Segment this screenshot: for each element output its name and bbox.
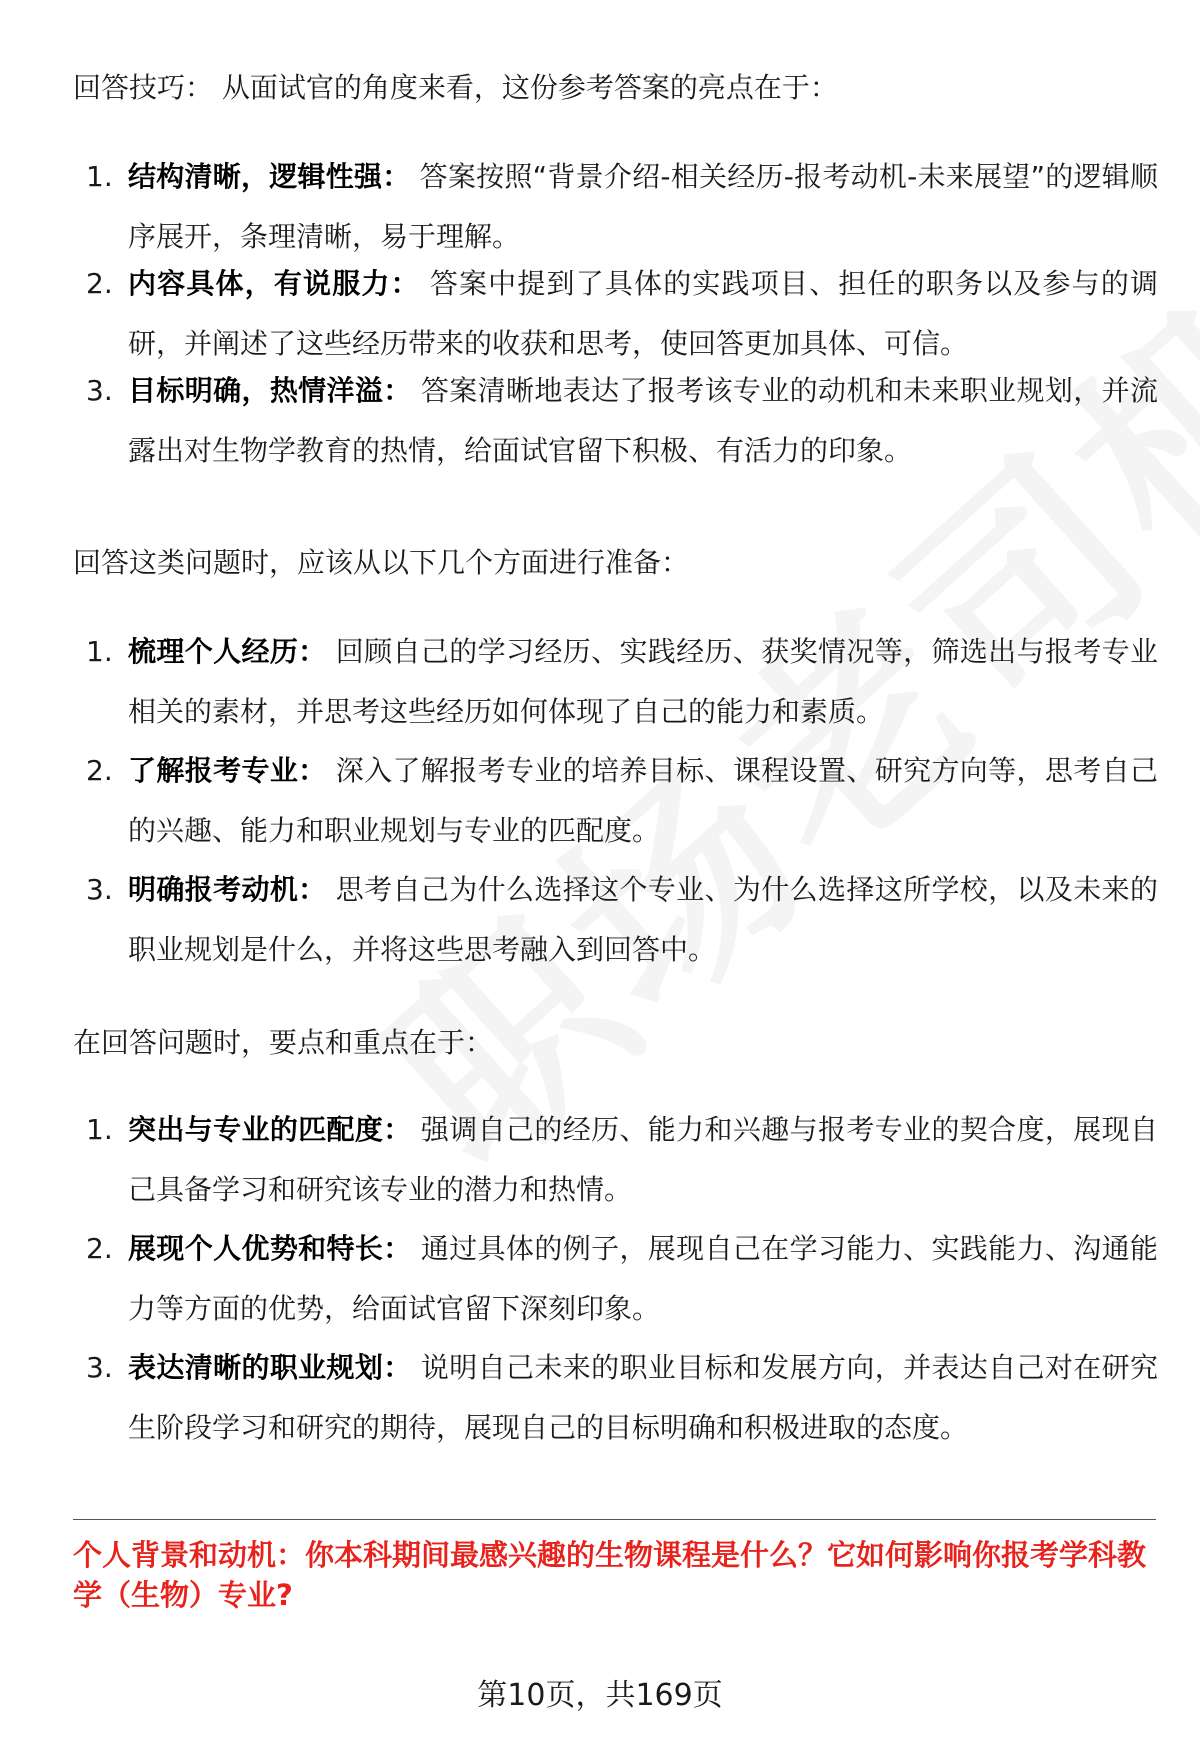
list-item-text: 通过具体的例子，展现自己在学习能力、实践能力、沟通能力等方面的优势，给面试官留下深刻印象。: [128, 1232, 1158, 1325]
list-item-number: 1.: [86, 635, 113, 668]
list-item-text: 思考自己为什么选择这个专业、为什么选择这所学校，以及未来的职业规划是什么，并将这些思考融入到回答中。: [128, 873, 1158, 966]
list-item-body: [128, 147, 1158, 267]
list-item-number: 1.: [86, 160, 113, 193]
question-heading: 个人背景和动机：你本科期间最感兴趣的生物课程是什么？它如何影响你报考学科教学（生物）专业?: [73, 1538, 1147, 1612]
list-item-text: 答案中提到了具体的实践项目、担任的职务以及参与的调研，并阐述了这些经历带来的收获和思考，使回答更加具体、可信。: [128, 267, 1158, 360]
list-item-text: 说明自己未来的职业目标和发展方向，并表达自己对在研究生阶段学习和研究的期待，展现自己的目标明确和积极进取的态度。: [128, 1351, 1158, 1444]
list-item-number: 2.: [86, 754, 113, 787]
list-item-title: 梳理个人经历：: [128, 635, 327, 668]
list-item-body: [128, 361, 1158, 481]
list-item-text: 答案按照“背景介绍-相关经历-报考动机-未来展望”的逻辑顺序展开，条理清晰，易于理解。: [128, 160, 1158, 253]
list-item-number: 2.: [86, 1232, 113, 1265]
list-item-body: [128, 1338, 1158, 1458]
list-item-title: 突出与专业的匹配度：: [128, 1113, 412, 1146]
list-item-number: 1.: [86, 1113, 113, 1146]
page-number: 第10页，共169页: [477, 1678, 723, 1713]
list-item-text: 强调自己的经历、能力和兴趣与报考专业的契合度，展现自己具备学习和研究该专业的潜力和热情。: [128, 1113, 1158, 1206]
section-intro-2: 回答这类问题时，应该从以下几个方面进行准备：: [73, 546, 690, 579]
list-item-title: 目标明确，热情洋溢：: [128, 374, 412, 407]
list-item-body: [128, 1219, 1158, 1339]
list-item-body: [128, 254, 1158, 374]
list-item-body: [128, 860, 1158, 980]
list-item-text: 回顾自己的学习经历、实践经历、获奖情况等，筛选出与报考专业相关的素材，并思考这些经历如何体现了自己的能力和素质。: [128, 635, 1158, 728]
list-item-text: 深入了解报考专业的培养目标、课程设置、研究方向等，思考自己的兴趣、能力和职业规划与专业的匹配度。: [128, 754, 1158, 847]
section-intro-3: 在回答问题时，要点和重点在于：: [73, 1026, 494, 1059]
list-item-body: [128, 1100, 1158, 1220]
list-item-title: 结构清晰，逻辑性强：: [128, 160, 411, 193]
list-item-body: [128, 741, 1158, 861]
list-item-body: [128, 622, 1158, 742]
list-item-number: 3.: [86, 873, 113, 906]
section-intro-1: 回答技巧： 从面试官的角度来看，这份参考答案的亮点在于：: [73, 71, 838, 104]
section-divider: [73, 1519, 1156, 1520]
list-item-title: 了解报考专业：: [128, 754, 327, 787]
list-item-number: 3.: [86, 374, 113, 407]
list-item-title: 明确报考动机：: [128, 873, 327, 906]
list-item-number: 2.: [86, 267, 113, 300]
list-item-number: 3.: [86, 1351, 113, 1384]
list-item-title: 内容具体，有说服力：: [128, 267, 420, 300]
list-item-text: 答案清晰地表达了报考该专业的动机和未来职业规划，并流露出对生物学教育的热情，给面试官留下积极、有活力的印象。: [128, 374, 1158, 467]
list-item-title: 表达清晰的职业规划：: [128, 1351, 412, 1384]
list-item-title: 展现个人优势和特长：: [128, 1232, 412, 1265]
